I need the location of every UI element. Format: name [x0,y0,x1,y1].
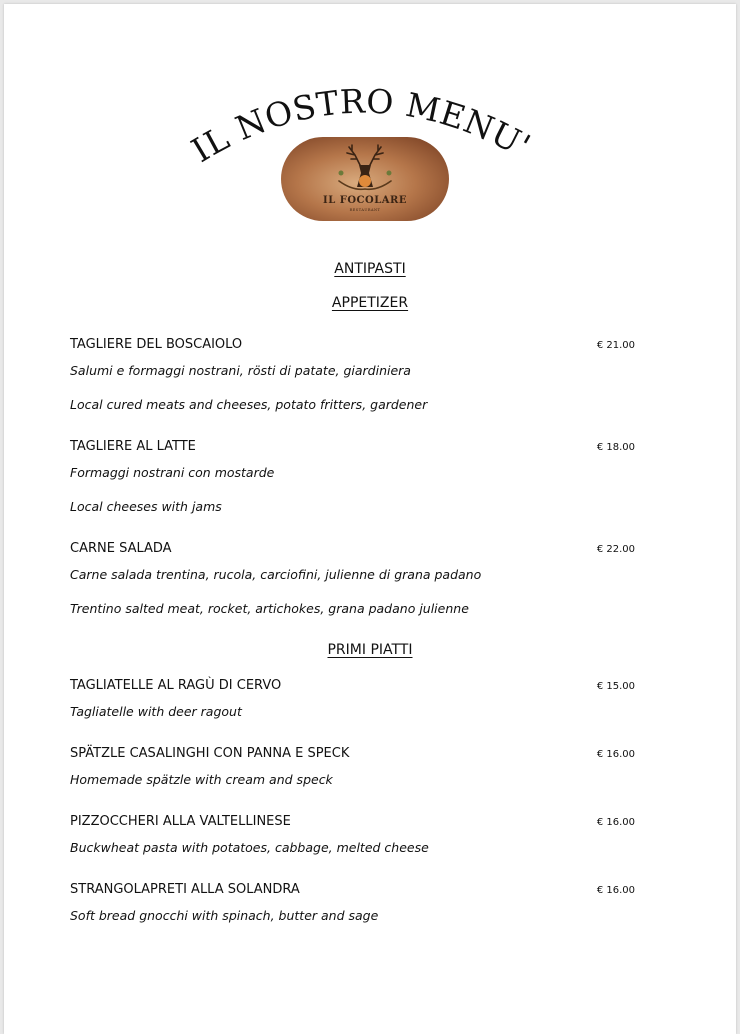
section-heading-antipasti: ANTIPASTI [334,261,406,277]
restaurant-logo [281,137,449,221]
menu-page [4,4,736,1034]
logo-subtitle: RESTAURANT [349,208,381,212]
item-name: TAGLIATELLE AL RAGÙ DI CERVO [70,678,282,693]
item-name: TAGLIERE AL LATTE [70,439,196,454]
item-description-it: Salumi e formaggi nostrani, rösti di patate, giardiniera [70,363,411,378]
title-text: IL NOSTRO MENU' [184,81,538,170]
item-name: CARNE SALADA [70,541,172,556]
item-price: € 18.00 [596,442,635,453]
item-price: € 16.00 [596,817,635,828]
item-price: € 16.00 [596,749,635,760]
item-description-it: Carne salada trentina, rucola, carciofini, julienne di grana padano [70,567,482,582]
item-description-en: Local cheeses with jams [70,499,222,514]
item-description-en: Tagliatelle with deer ragout [70,704,242,719]
item-price: € 21.00 [596,340,635,351]
item-name: SPÄTZLE CASALINGHI CON PANNA E SPECK [70,746,350,761]
item-description-en: Local cured meats and cheeses, potato fritters, gardener [70,397,428,412]
section-heading-primi-piatti: PRIMI PIATTI [327,642,413,658]
item-description-en: Homemade spätzle with cream and speck [70,772,333,787]
item-price: € 15.00 [596,681,635,692]
logo-name: IL FOCOLARE [323,195,407,206]
item-description-en: Soft bread gnocchi with spinach, butter and sage [70,908,379,923]
item-price: € 16.00 [596,885,635,896]
section-heading-appetizer: APPETIZER [331,295,409,311]
item-price: € 22.00 [596,544,635,555]
item-description-en: Trentino salted meat, rocket, artichokes, grana padano julienne [70,601,469,616]
item-name: STRANGOLAPRETI ALLA SOLANDRA [70,882,300,897]
item-description-en: Buckwheat pasta with potatoes, cabbage, melted cheese [70,840,429,855]
item-name: TAGLIERE DEL BOSCAIOLO [70,337,243,352]
deer-icon [333,143,397,197]
item-name: PIZZOCCHERI ALLA VALTELLINESE [70,814,291,829]
item-description-it: Formaggi nostrani con mostarde [70,465,275,480]
